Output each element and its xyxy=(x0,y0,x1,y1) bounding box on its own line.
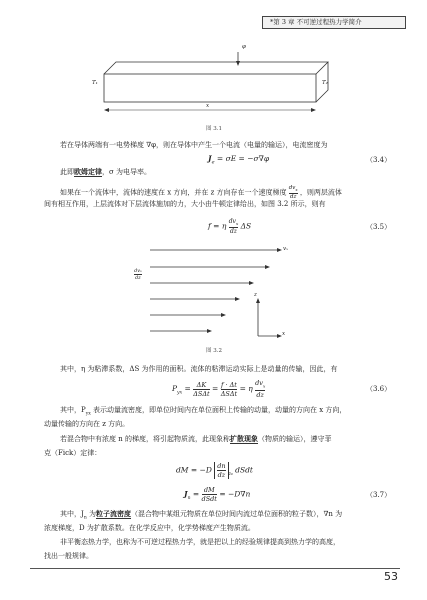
fig2-label-x: x xyxy=(282,331,286,337)
figure-3-2-caption: 图 3.2 xyxy=(206,348,222,354)
footer-rule xyxy=(30,568,400,569)
para5-sub: yx xyxy=(85,411,91,417)
paragraph-ohm xyxy=(60,167,151,177)
fig1-label-x: x xyxy=(206,103,210,109)
fig1-label-phi: φ xyxy=(242,44,246,50)
figure-3-1-caption: 图 3.1 xyxy=(206,126,222,132)
fig2-label-dvdz xyxy=(134,268,142,281)
paragraph-line: 动量传输的方向在 z 方向。 xyxy=(44,420,130,428)
eq36-frac3-top: dv xyxy=(255,379,263,387)
eq36-frac3-bot: dz xyxy=(256,391,264,400)
para5-line1b: 表示动量流密度，即单位时间内在单位面积上传输的动量，动量的方向在 x 方向， xyxy=(90,406,347,414)
paragraph-line: 其中，η 为粘滞系数，ΔS 为作用的面积。流体的粘滞运动实际上是动量的传输，因此，有 xyxy=(60,365,338,373)
ohm-prefix: 此即 xyxy=(60,168,74,176)
para6-line1b: （物质的输运），遵守菲 xyxy=(257,435,332,443)
eq35-num-sub: x xyxy=(235,221,239,227)
eq36-lhs-sub: yx xyxy=(177,390,183,396)
eq35-lhs: f = η xyxy=(208,221,227,231)
frac-den: dz xyxy=(290,194,297,201)
eq37a-frac-bot: dz xyxy=(217,471,226,479)
eq36-frac2-top: f · Δt xyxy=(220,380,237,389)
eq36-lhs: P xyxy=(172,384,178,394)
paragraph-line: 找出一般规律。 xyxy=(44,552,93,560)
paragraph-line xyxy=(60,405,346,419)
equation-3-7a xyxy=(176,462,253,479)
eq35-rhs: ΔS xyxy=(240,221,252,231)
paragraph-line xyxy=(60,434,331,444)
eq37a-rhs: dSdt xyxy=(235,465,253,475)
fig1-label-t1: T₁ xyxy=(92,80,98,86)
ohm-law-term: 欧姆定律 xyxy=(74,167,102,176)
eq36-rhs: = η xyxy=(239,384,253,394)
equation-3-6: $P_{yx}$ = ΔK ΔSΔt = f · Δt ΔSΔt = η $dv_x$ dz xyxy=(172,379,266,400)
eq36-frac3 xyxy=(255,379,265,399)
frac-num: dv xyxy=(288,185,296,191)
eq35-num-top: dv xyxy=(228,218,236,225)
equation-number: （3.4） xyxy=(366,156,392,164)
paragraph-line: 若在导体两端有一电势梯度 ∇φ，则在导体中产生一个电流（电量的输运），电流密度为 xyxy=(60,141,328,149)
paragraph-line xyxy=(60,185,342,200)
paragraph-line: 非平衡态热力学，也称为不可逆过程热力学，就是把以上的经验规律提高到热力学的高度， xyxy=(60,538,340,546)
equation-number: （3.7） xyxy=(366,491,392,499)
eq36-frac1-top: ΔK xyxy=(193,381,209,390)
frac-sub: x xyxy=(295,187,298,193)
eq36-frac3-sub: x xyxy=(262,383,266,389)
ohm-suffix: ，σ 为电导率。 xyxy=(102,168,152,176)
equation-3-5 xyxy=(208,218,251,235)
para7-line1a: 其中，J xyxy=(60,510,84,518)
para7-sub: n xyxy=(83,515,87,521)
para3-line1b: ，则两层流体 xyxy=(299,188,342,197)
figure-3-2 xyxy=(140,238,290,348)
page-number: 53 xyxy=(384,570,398,583)
equation-number: （3.5） xyxy=(366,223,392,231)
para6-line1a: 若混合物中有浓度 n 的梯度，将引起物质流，此现象称 xyxy=(60,435,230,443)
eq35-den: dz xyxy=(229,228,237,236)
dvx-dz-fraction xyxy=(289,185,298,200)
fig1-label-t2: T₂ xyxy=(322,80,328,86)
eq37a-sub: z₀ xyxy=(228,472,233,477)
eq34-rest: = σE = −σ∇φ xyxy=(214,154,270,163)
paragraph-line: 间有相互作用，上层流体对下层流体施加的力，大小由牛顿定律给出，如图 3.2 所示，则有 xyxy=(44,200,326,208)
equation-number: （3.6） xyxy=(366,385,392,393)
eq37a-lhs: dM = −D xyxy=(176,465,212,475)
eq34-sub: e xyxy=(211,159,215,166)
eq37b-frac-top: dM xyxy=(202,486,217,495)
eq37b-lhs: J xyxy=(184,489,188,499)
equation-3-4 xyxy=(208,154,269,166)
eq37a-frac xyxy=(214,462,228,479)
fig2-dvdz-bot: dz xyxy=(134,275,141,281)
equation-3-7b: $J_n$ = dM dSdt = −D∇n xyxy=(184,486,251,503)
para3-line1a: 如果在一个流体中，流体的速度在 x 方向，并在 z 方向存在一个速度梯度 xyxy=(60,188,287,197)
eq37b-rhs: = −D∇n xyxy=(219,489,251,499)
fig2-label-vx: vₓ xyxy=(283,246,289,252)
chapter-header: *第 3 章 不可逆过程热力学简介 xyxy=(270,18,362,26)
eq37b-frac xyxy=(202,486,217,503)
paragraph-line: 浓度梯度，D 为扩散系数。在化学反应中，化学势梯度产生物质流。 xyxy=(44,524,255,532)
fig2-label-z: z xyxy=(254,292,257,298)
particle-flux-term: 粒子流密度 xyxy=(95,509,131,518)
eq37b-lhs-sub: n xyxy=(187,496,191,501)
paragraph-line xyxy=(60,509,342,523)
eq36-frac2-bot: ΔSΔt xyxy=(220,389,238,398)
eq36-frac1 xyxy=(193,381,209,398)
para7-line1c: （混合物中某组元物质在单位时间内流过单位面积的粒子数），∇n 为 xyxy=(130,510,343,518)
para7-line1b: 为 xyxy=(86,510,96,518)
paragraph-line: 克（Fick）定律： xyxy=(44,449,102,457)
fig2-dvdz-top: dvₓ xyxy=(134,268,142,274)
eq37b-frac-bot: dSdt xyxy=(201,495,217,503)
diffusion-term: 扩散现象 xyxy=(229,434,258,443)
eq36-frac2 xyxy=(221,381,237,398)
eq34-lhs: J xyxy=(208,154,212,163)
eq35-fraction xyxy=(229,218,239,235)
figure-3-1 xyxy=(80,40,350,130)
eq36-frac1-bot: ΔSΔt xyxy=(193,389,210,398)
para5-line1: 其中，P xyxy=(60,406,86,414)
eq37a-frac-top: dn xyxy=(217,462,226,470)
